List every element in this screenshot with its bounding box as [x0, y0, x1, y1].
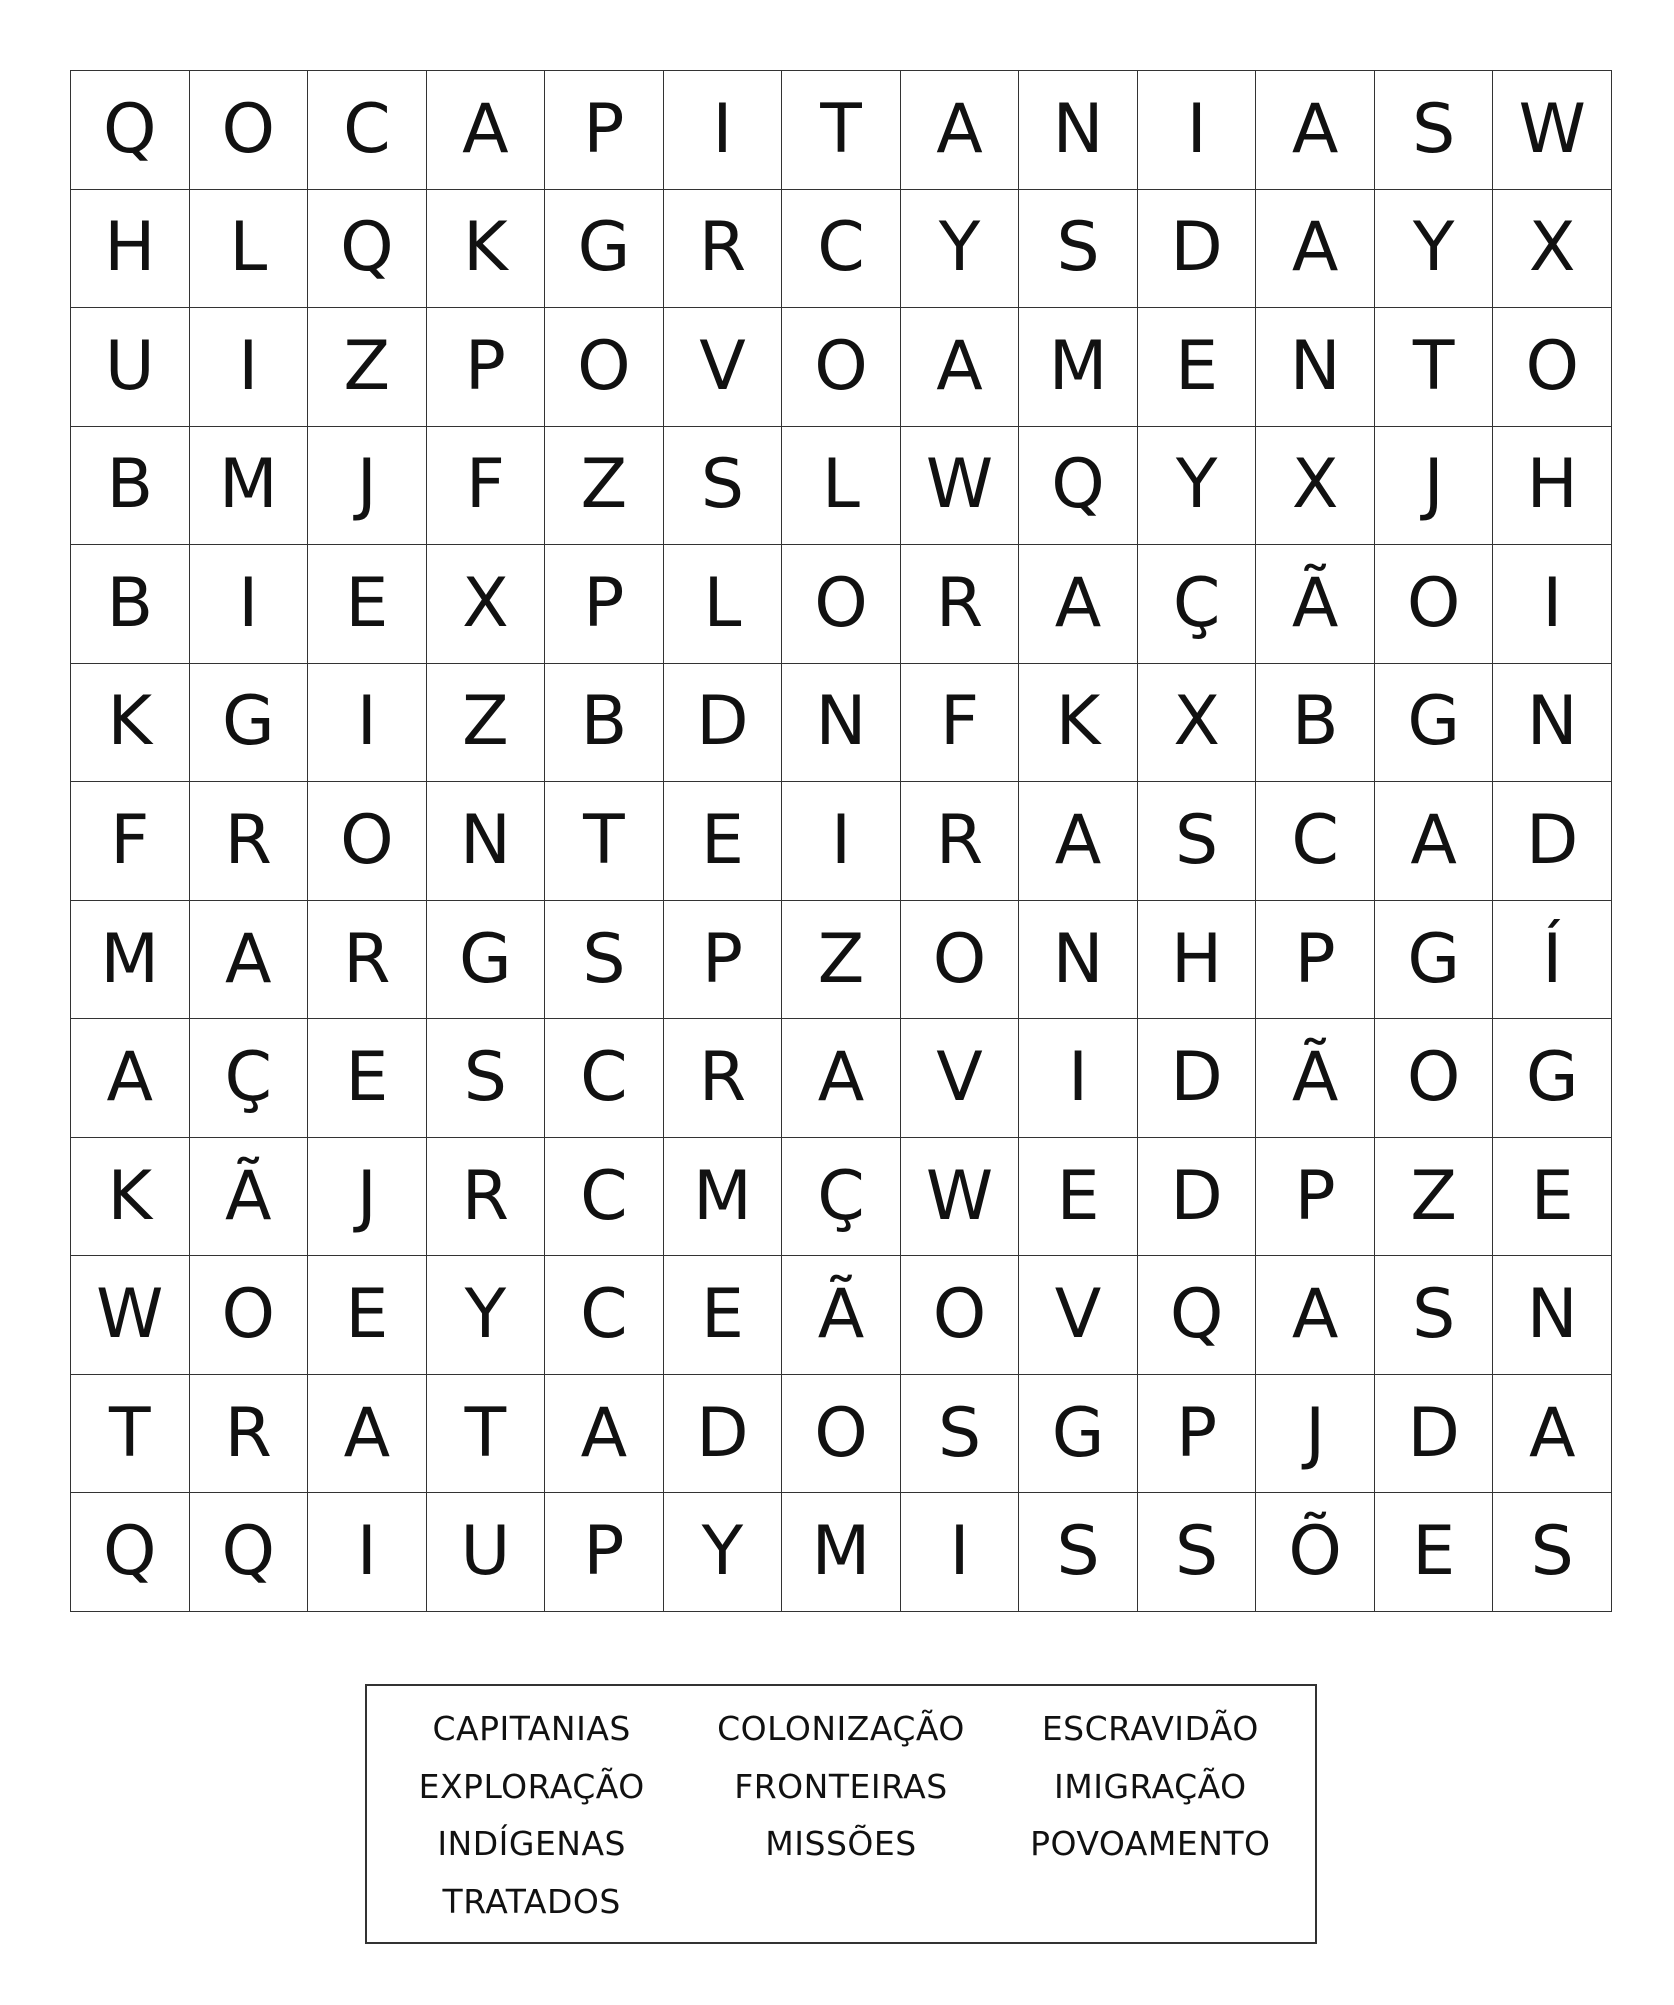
grid-cell[interactable]: W: [1493, 71, 1612, 190]
grid-cell[interactable]: G: [190, 664, 309, 783]
grid-cell[interactable]: A: [782, 1019, 901, 1138]
grid-cell[interactable]: E: [1375, 1493, 1494, 1612]
grid-cell[interactable]: Ç: [190, 1019, 309, 1138]
grid-cell[interactable]: T: [782, 71, 901, 190]
grid-cell[interactable]: O: [308, 782, 427, 901]
grid-cell[interactable]: N: [1493, 1256, 1612, 1375]
grid-cell[interactable]: B: [545, 664, 664, 783]
grid-cell[interactable]: R: [901, 782, 1020, 901]
grid-cell[interactable]: Z: [308, 308, 427, 427]
grid-cell[interactable]: Ã: [190, 1138, 309, 1257]
grid-cell[interactable]: M: [664, 1138, 783, 1257]
grid-cell[interactable]: S: [1493, 1493, 1612, 1612]
grid-cell[interactable]: Q: [190, 1493, 309, 1612]
grid-cell[interactable]: S: [1375, 1256, 1494, 1375]
grid-cell[interactable]: N: [782, 664, 901, 783]
grid-cell[interactable]: V: [1019, 1256, 1138, 1375]
grid-cell[interactable]: P: [1138, 1375, 1257, 1494]
grid-cell[interactable]: R: [664, 1019, 783, 1138]
grid-cell[interactable]: K: [427, 190, 546, 309]
word-list-box: [365, 1684, 1317, 1944]
grid-cell[interactable]: C: [782, 190, 901, 309]
grid-cell[interactable]: O: [1375, 1019, 1494, 1138]
grid-cell[interactable]: A: [1256, 190, 1375, 309]
grid-cell[interactable]: F: [427, 427, 546, 546]
grid-cell[interactable]: D: [664, 664, 783, 783]
grid-cell[interactable]: I: [664, 71, 783, 190]
grid-cell[interactable]: P: [664, 901, 783, 1020]
grid-cell[interactable]: G: [1019, 1375, 1138, 1494]
grid-cell[interactable]: I: [901, 1493, 1020, 1612]
grid-cell[interactable]: Q: [308, 190, 427, 309]
word-list-item: TRATADOS: [442, 1881, 621, 1921]
letter-grid: [70, 70, 1612, 1612]
grid-cell[interactable]: K: [1019, 664, 1138, 783]
grid-cell[interactable]: S: [1375, 71, 1494, 190]
grid-cell[interactable]: P: [427, 308, 546, 427]
grid-cell[interactable]: U: [71, 308, 190, 427]
grid-cell[interactable]: E: [664, 1256, 783, 1375]
grid-cell[interactable]: Y: [664, 1493, 783, 1612]
grid-cell[interactable]: I: [782, 782, 901, 901]
grid-cell[interactable]: E: [308, 545, 427, 664]
grid-cell[interactable]: C: [308, 71, 427, 190]
grid-cell[interactable]: T: [545, 782, 664, 901]
grid-cell[interactable]: L: [664, 545, 783, 664]
grid-cell[interactable]: V: [901, 1019, 1020, 1138]
grid-cell[interactable]: X: [427, 545, 546, 664]
grid-cell[interactable]: H: [1493, 427, 1612, 546]
grid-cell[interactable]: N: [1256, 308, 1375, 427]
grid-cell[interactable]: K: [71, 664, 190, 783]
word-list-item: COLONIZAÇÃO: [717, 1709, 965, 1749]
word-list-item: EXPLORAÇÃO: [418, 1766, 645, 1806]
grid-cell[interactable]: Ç: [782, 1138, 901, 1257]
grid-cell[interactable]: H: [71, 190, 190, 309]
grid-cell[interactable]: S: [1138, 1493, 1257, 1612]
grid-cell[interactable]: A: [1256, 1256, 1375, 1375]
grid-cell[interactable]: O: [1375, 545, 1494, 664]
grid-cell[interactable]: P: [1256, 1138, 1375, 1257]
grid-cell[interactable]: S: [901, 1375, 1020, 1494]
grid-cell[interactable]: J: [308, 427, 427, 546]
grid-cell[interactable]: V: [664, 308, 783, 427]
grid-cell[interactable]: F: [71, 782, 190, 901]
word-list-item: MISSÕES: [765, 1824, 917, 1864]
grid-cell[interactable]: A: [1019, 545, 1138, 664]
grid-cell[interactable]: D: [1138, 190, 1257, 309]
grid-cell[interactable]: J: [1375, 427, 1494, 546]
grid-cell[interactable]: A: [308, 1375, 427, 1494]
grid-cell[interactable]: L: [782, 427, 901, 546]
grid-cell[interactable]: R: [664, 190, 783, 309]
grid-cell[interactable]: O: [782, 308, 901, 427]
grid-cell[interactable]: Y: [1138, 427, 1257, 546]
grid-cell[interactable]: P: [1256, 901, 1375, 1020]
grid-cell[interactable]: R: [308, 901, 427, 1020]
grid-cell[interactable]: Ã: [1256, 545, 1375, 664]
word-list-item: POVOAMENTO: [1030, 1824, 1271, 1864]
grid-cell[interactable]: P: [545, 71, 664, 190]
grid-cell[interactable]: O: [782, 545, 901, 664]
grid-cell[interactable]: S: [1019, 1493, 1138, 1612]
grid-cell[interactable]: A: [545, 1375, 664, 1494]
grid-cell[interactable]: O: [190, 71, 309, 190]
grid-cell[interactable]: D: [1375, 1375, 1494, 1494]
grid-cell[interactable]: S: [1019, 190, 1138, 309]
grid-cell[interactable]: N: [427, 782, 546, 901]
grid-cell[interactable]: B: [1256, 664, 1375, 783]
grid-cell[interactable]: Q: [1019, 427, 1138, 546]
grid-cell[interactable]: C: [545, 1019, 664, 1138]
grid-cell[interactable]: E: [308, 1256, 427, 1375]
grid-cell[interactable]: R: [427, 1138, 546, 1257]
grid-cell[interactable]: Ã: [1256, 1019, 1375, 1138]
grid-cell[interactable]: T: [427, 1375, 546, 1494]
grid-cell[interactable]: O: [545, 308, 664, 427]
grid-cell[interactable]: A: [71, 1019, 190, 1138]
grid-cell[interactable]: Y: [901, 190, 1020, 309]
word-list-item: CAPITANIAS: [432, 1709, 631, 1749]
grid-cell[interactable]: O: [782, 1375, 901, 1494]
grid-cell[interactable]: L: [190, 190, 309, 309]
grid-cell[interactable]: F: [901, 664, 1020, 783]
grid-cell[interactable]: I: [190, 308, 309, 427]
grid-cell[interactable]: R: [901, 545, 1020, 664]
grid-cell[interactable]: D: [1138, 1138, 1257, 1257]
grid-cell[interactable]: I: [1019, 1019, 1138, 1138]
grid-cell[interactable]: E: [1493, 1138, 1612, 1257]
grid-cell[interactable]: S: [427, 1019, 546, 1138]
grid-cell[interactable]: R: [190, 1375, 309, 1494]
grid-cell[interactable]: S: [664, 427, 783, 546]
grid-cell[interactable]: T: [71, 1375, 190, 1494]
grid-cell[interactable]: C: [545, 1256, 664, 1375]
grid-cell[interactable]: M: [1019, 308, 1138, 427]
grid-cell[interactable]: Q: [71, 1493, 190, 1612]
grid-cell[interactable]: I: [1138, 71, 1257, 190]
grid-cell[interactable]: Q: [1138, 1256, 1257, 1375]
grid-cell[interactable]: A: [901, 308, 1020, 427]
grid-cell[interactable]: N: [1019, 71, 1138, 190]
grid-cell[interactable]: Y: [1375, 190, 1494, 309]
grid-cell[interactable]: W: [901, 427, 1020, 546]
grid-cell[interactable]: C: [1256, 782, 1375, 901]
word-list-item: FRONTEIRAS: [734, 1766, 948, 1806]
grid-cell[interactable]: I: [190, 545, 309, 664]
grid-cell[interactable]: B: [71, 545, 190, 664]
grid-cell[interactable]: G: [545, 190, 664, 309]
grid-cell[interactable]: A: [190, 901, 309, 1020]
grid-cell[interactable]: Í: [1493, 901, 1612, 1020]
grid-cell[interactable]: I: [308, 664, 427, 783]
grid-cell[interactable]: E: [1019, 1138, 1138, 1257]
grid-cell[interactable]: S: [545, 901, 664, 1020]
grid-cell[interactable]: W: [901, 1138, 1020, 1257]
grid-cell[interactable]: W: [71, 1256, 190, 1375]
grid-cell[interactable]: O: [190, 1256, 309, 1375]
grid-cell[interactable]: D: [664, 1375, 783, 1494]
grid-cell[interactable]: K: [71, 1138, 190, 1257]
grid-cell[interactable]: J: [1256, 1375, 1375, 1494]
grid-cell[interactable]: J: [308, 1138, 427, 1257]
grid-cell[interactable]: G: [1493, 1019, 1612, 1138]
word-list-item: IMIGRAÇÃO: [1054, 1766, 1247, 1806]
grid-cell[interactable]: G: [1375, 664, 1494, 783]
grid-cell[interactable]: T: [1375, 308, 1494, 427]
grid-cell[interactable]: X: [1493, 190, 1612, 309]
grid-cell[interactable]: P: [545, 545, 664, 664]
grid-cell[interactable]: S: [1138, 782, 1257, 901]
grid-cell[interactable]: D: [1138, 1019, 1257, 1138]
grid-cell[interactable]: Q: [71, 71, 190, 190]
grid-cell[interactable]: Ã: [782, 1256, 901, 1375]
grid-cell[interactable]: E: [664, 782, 783, 901]
grid-cell[interactable]: O: [901, 901, 1020, 1020]
grid-cell[interactable]: X: [1138, 664, 1257, 783]
grid-cell[interactable]: A: [1019, 782, 1138, 901]
grid-cell[interactable]: A: [427, 71, 546, 190]
grid-cell[interactable]: A: [1375, 782, 1494, 901]
grid-cell[interactable]: C: [545, 1138, 664, 1257]
grid-cell[interactable]: M: [190, 427, 309, 546]
grid-cell[interactable]: Y: [427, 1256, 546, 1375]
grid-cell[interactable]: N: [1019, 901, 1138, 1020]
grid-cell[interactable]: G: [427, 901, 546, 1020]
grid-cell[interactable]: M: [782, 1493, 901, 1612]
grid-cell[interactable]: G: [1375, 901, 1494, 1020]
grid-cell[interactable]: Z: [545, 427, 664, 546]
grid-cell[interactable]: N: [1493, 664, 1612, 783]
grid-cell[interactable]: H: [1138, 901, 1257, 1020]
grid-cell[interactable]: Õ: [1256, 1493, 1375, 1612]
grid-cell[interactable]: I: [1493, 545, 1612, 664]
grid-cell[interactable]: A: [901, 71, 1020, 190]
grid-cell[interactable]: A: [1256, 71, 1375, 190]
grid-cell[interactable]: U: [427, 1493, 546, 1612]
grid-cell[interactable]: B: [71, 427, 190, 546]
grid-cell[interactable]: O: [901, 1256, 1020, 1375]
word-list-item: INDÍGENAS: [437, 1824, 627, 1864]
grid-cell[interactable]: D: [1493, 782, 1612, 901]
grid-cell[interactable]: Z: [782, 901, 901, 1020]
grid-cell[interactable]: Z: [1375, 1138, 1494, 1257]
grid-cell[interactable]: M: [71, 901, 190, 1020]
grid-cell[interactable]: E: [1138, 308, 1257, 427]
grid-cell[interactable]: A: [1493, 1375, 1612, 1494]
grid-cell[interactable]: E: [308, 1019, 427, 1138]
grid-cell[interactable]: R: [190, 782, 309, 901]
grid-cell[interactable]: O: [1493, 308, 1612, 427]
grid-cell[interactable]: Ç: [1138, 545, 1257, 664]
grid-cell[interactable]: Z: [427, 664, 546, 783]
grid-cell[interactable]: P: [545, 1493, 664, 1612]
grid-cell[interactable]: X: [1256, 427, 1375, 546]
grid-cell[interactable]: I: [308, 1493, 427, 1612]
word-list-item: ESCRAVIDÃO: [1041, 1709, 1259, 1749]
